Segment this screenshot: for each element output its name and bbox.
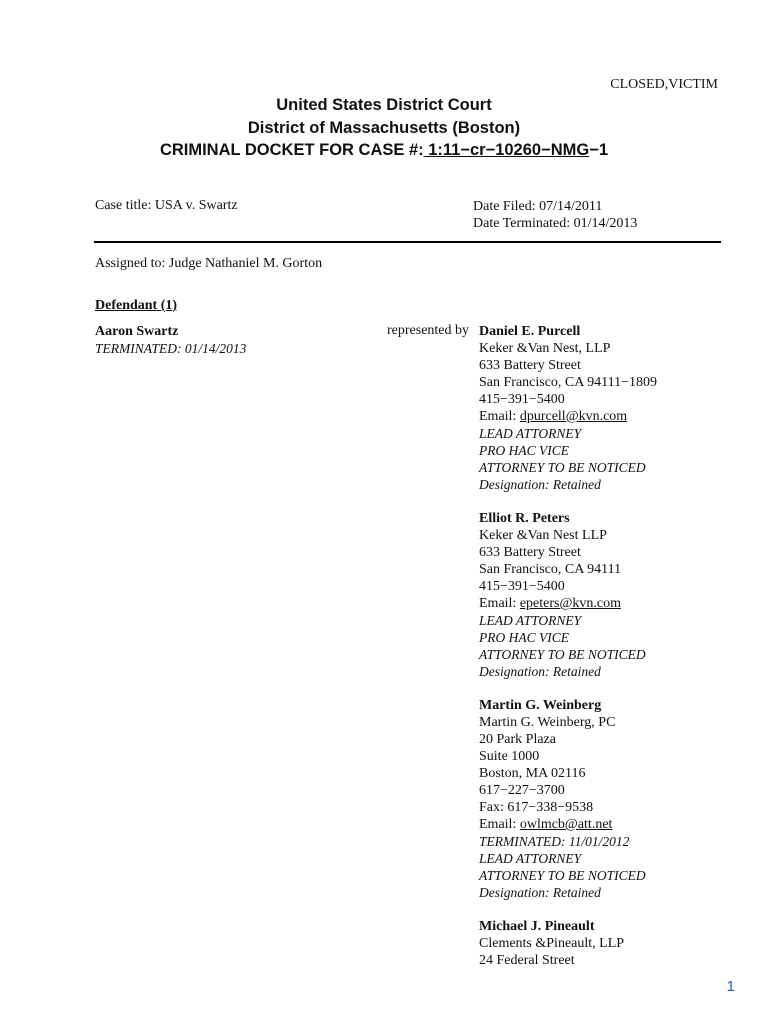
court-name: United States District Court <box>276 96 492 114</box>
attorney-fax: Fax: 617−338−9538 <box>479 800 594 815</box>
attorney-name: Michael J. Pineault <box>479 919 595 934</box>
section-divider <box>94 241 721 243</box>
attorney-name: Daniel E. Purcell <box>479 324 581 339</box>
attorney-note: PRO HAC VICE <box>479 443 569 458</box>
attorney-address-line: San Francisco, CA 94111−1809 <box>479 375 657 390</box>
attorney-email-row <box>479 816 657 833</box>
attorney-note: TERMINATED: 11/01/2012 <box>479 834 630 849</box>
attorney-phone: 415−391−5400 <box>479 579 565 594</box>
attorney-email-link[interactable]: dpurcell@kvn.com <box>519 409 628 424</box>
attorney-note: PRO HAC VICE <box>479 630 569 645</box>
attorney-note: LEAD ATTORNEY <box>479 426 582 441</box>
attorney-firm: Keker &Van Nest LLP <box>479 528 607 543</box>
attorney-entry <box>479 323 657 493</box>
defendant-info <box>95 323 246 357</box>
attorney-address-line: Boston, MA 02116 <box>479 766 586 781</box>
attorney-note: ATTORNEY TO BE NOTICED <box>479 868 646 883</box>
attorney-email-row <box>479 408 657 425</box>
defendant-terminated: TERMINATED: 01/14/2013 <box>95 341 247 356</box>
assigned-judge: Assigned to: Judge Nathaniel M. Gorton <box>95 256 323 271</box>
attorney-note: ATTORNEY TO BE NOTICED <box>479 460 646 475</box>
docket-prefix: CRIMINAL DOCKET FOR CASE #: <box>159 141 424 159</box>
case-number: 1:11−cr−10260−NMG <box>423 141 590 159</box>
attorney-name: Martin G. Weinberg <box>479 698 602 713</box>
represented-by-label: represented by <box>387 323 470 338</box>
attorney-note: Designation: Retained <box>479 477 601 492</box>
attorney-note: ATTORNEY TO BE NOTICED <box>479 647 646 662</box>
attorney-note: Designation: Retained <box>479 664 601 679</box>
attorney-address-line: 633 Battery Street <box>479 358 581 373</box>
email-label: Email: <box>479 817 520 832</box>
attorney-note: Designation: Retained <box>479 885 601 900</box>
docket-title <box>0 141 768 160</box>
defendant-label: Defendant (1) <box>95 298 178 313</box>
attorney-address-line: 20 Park Plaza <box>479 732 556 747</box>
attorney-note: LEAD ATTORNEY <box>479 851 582 866</box>
date-filed: Date Filed: 07/14/2011 <box>473 199 603 214</box>
attorney-note: LEAD ATTORNEY <box>479 613 582 628</box>
attorney-address-line: San Francisco, CA 94111 <box>479 562 622 577</box>
case-status-flags: CLOSED,VICTIM <box>610 77 718 92</box>
district-name: District of Massachusetts (Boston) <box>247 119 521 137</box>
attorney-email-link[interactable]: epeters@kvn.com <box>519 596 621 611</box>
attorney-phone: 415−391−5400 <box>479 392 565 407</box>
email-label: Email: <box>479 409 520 424</box>
date-terminated: Date Terminated: 01/14/2013 <box>473 216 638 231</box>
attorney-address-line: 633 Battery Street <box>479 545 581 560</box>
attorney-firm: Martin G. Weinberg, PC <box>479 715 616 730</box>
attorney-entry <box>479 510 657 680</box>
attorney-address-line: 24 Federal Street <box>479 953 575 968</box>
email-label: Email: <box>479 596 520 611</box>
attorney-email-link[interactable]: owlmcb@att.net <box>519 817 613 832</box>
attorney-name: Elliot R. Peters <box>479 511 570 526</box>
attorney-list <box>479 323 657 986</box>
defendant-name: Aaron Swartz <box>95 324 179 339</box>
attorney-phone: 617−227−3700 <box>479 783 565 798</box>
page-number: 1 <box>726 978 735 995</box>
case-title: Case title: USA v. Swartz <box>95 198 238 213</box>
attorney-firm: Clements &Pineault, LLP <box>479 936 625 951</box>
attorney-email-row <box>479 595 657 612</box>
attorney-entry <box>479 697 657 901</box>
case-suffix: −1 <box>589 141 609 159</box>
attorney-firm: Keker &Van Nest, LLP <box>479 341 611 356</box>
case-dates <box>473 198 637 232</box>
attorney-entry <box>479 918 657 969</box>
attorney-address-line: Suite 1000 <box>479 749 540 764</box>
